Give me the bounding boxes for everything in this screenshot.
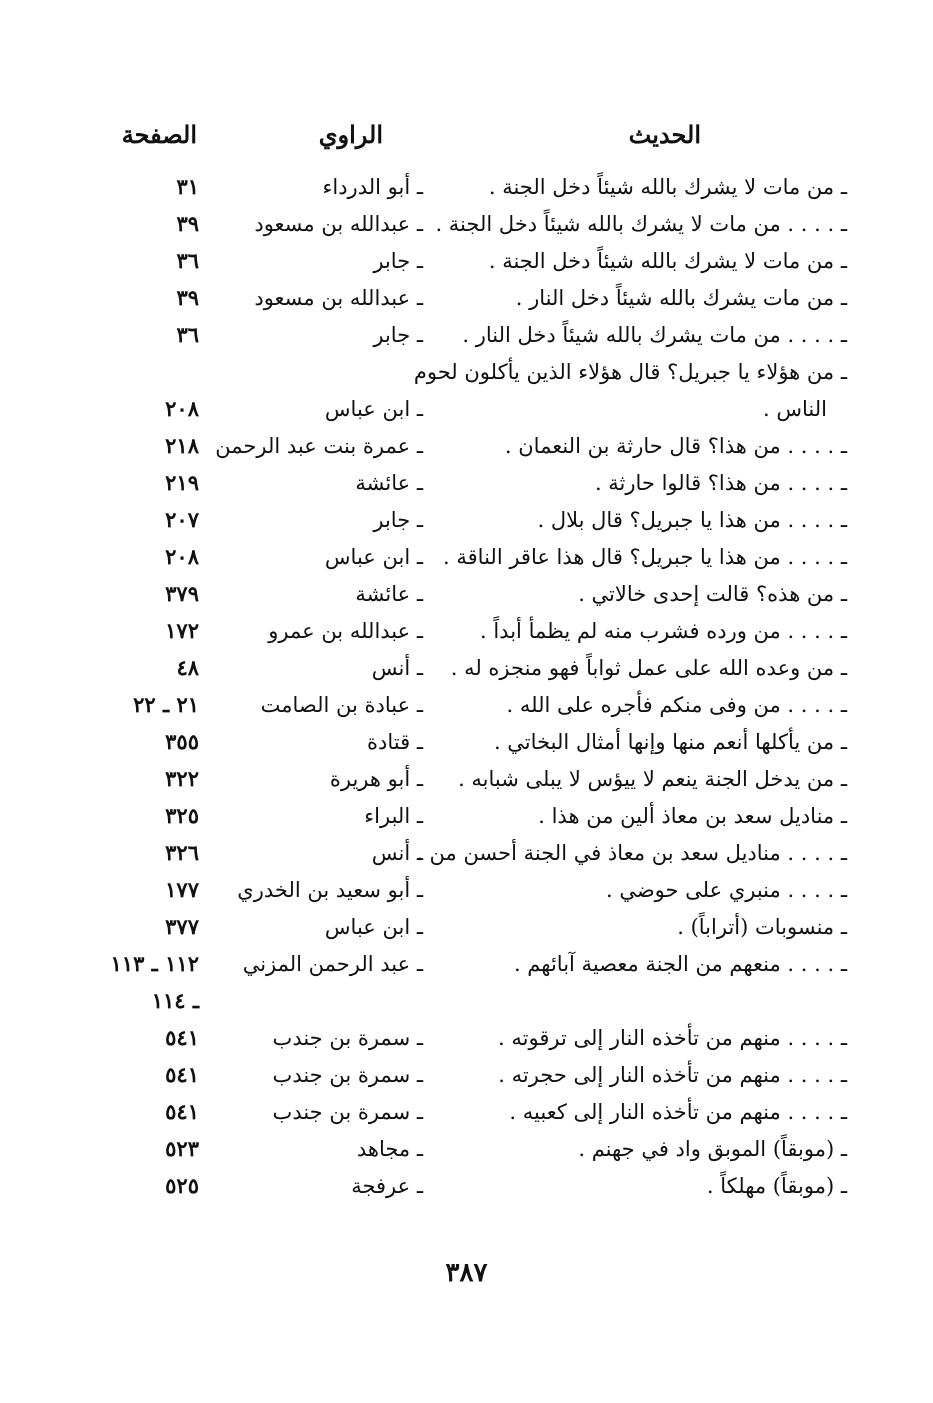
rawi-name: ـ أبو سعيد بن الخدري bbox=[237, 878, 423, 902]
table-row bbox=[0, 912, 933, 949]
hadith-text: ـ من يأكلها أنعم منها وإنها أمثال البخاتي . bbox=[493, 730, 847, 754]
hadith-text: ـ (موبقاً) الموبق واد في جهنم . bbox=[578, 1137, 847, 1161]
table-row bbox=[0, 283, 933, 320]
page-ref: ٣١ bbox=[176, 174, 199, 199]
rawi-name: ـ سمرة بن جندب bbox=[272, 1063, 423, 1087]
page-ref: ٢٠٧ bbox=[165, 507, 199, 532]
hadith-text: ـ . . . . منهم من تأخذه النار إلى ترقوته . bbox=[498, 1026, 847, 1050]
rawi-name: ـ عبدالله بن مسعود bbox=[254, 286, 423, 310]
table-row bbox=[0, 209, 933, 246]
hadith-text: ـ . . . . منهم من تأخذه النار إلى كعبيه . bbox=[509, 1100, 847, 1124]
rawi-name: ـ عمرة بنت عبد الرحمن bbox=[215, 434, 423, 458]
page-ref: ٣٦ bbox=[176, 322, 199, 347]
hadith-text: ـ من مات لا يشرك بالله شيئاً دخل الجنة . bbox=[488, 175, 847, 199]
page-ref: ٢٠٨ bbox=[165, 396, 199, 421]
table-row bbox=[0, 468, 933, 505]
rawi-name: ـ سمرة بن جندب bbox=[272, 1026, 423, 1050]
hadith-text: ـ . . . . مناديل سعد بن معاذ في الجنة أحسن من . bbox=[416, 841, 847, 865]
rawi-name: ـ عبادة بن الصامت bbox=[260, 693, 423, 717]
table-row bbox=[0, 1097, 933, 1134]
rawi-name: ـ ابن عباس bbox=[324, 915, 423, 939]
rawi-name: ـ عبد الرحمن المزني bbox=[242, 952, 423, 976]
page-ref: ٢١ ـ ٢٢ bbox=[133, 692, 199, 717]
page-ref: ٥٤١ bbox=[165, 1099, 199, 1124]
page-ref: ٣٢٦ bbox=[165, 840, 199, 865]
column-header-page: الصفحة bbox=[121, 120, 197, 149]
table-row bbox=[0, 838, 933, 875]
page-ref: ١٧٢ bbox=[165, 618, 199, 643]
rawi-name: ـ عائشة bbox=[355, 471, 423, 495]
page-ref: ٣٦ bbox=[176, 248, 199, 273]
rawi-name: ـ عبدالله بن مسعود bbox=[254, 212, 423, 236]
page-ref: ٥٤١ bbox=[165, 1025, 199, 1050]
table-row bbox=[0, 801, 933, 838]
table-row bbox=[0, 542, 933, 579]
rawi-name: ـ أبو هريرة bbox=[329, 767, 423, 791]
rawi-name: ـ أنس bbox=[371, 656, 423, 680]
table-row bbox=[0, 394, 933, 431]
page-ref: ٣٧٩ bbox=[165, 581, 199, 606]
rawi-name: ـ عائشة bbox=[355, 582, 423, 606]
page-ref: ٣٢٥ bbox=[165, 803, 199, 828]
hadith-index-table bbox=[0, 172, 933, 1208]
table-row bbox=[0, 875, 933, 912]
rawi-name: ـ قتادة bbox=[367, 730, 423, 754]
hadith-text: الناس . bbox=[763, 397, 827, 421]
hadith-text: ـ . . . . من هذا؟ قال حارثة بن النعمان . bbox=[504, 434, 847, 458]
rawi-name: ـ ابن عباس bbox=[324, 545, 423, 569]
hadith-text: ـ . . . . من مات لا يشرك بالله شيئاً دخل الجنة . bbox=[435, 212, 847, 236]
table-row bbox=[0, 727, 933, 764]
rawi-name: ـ مجاهد bbox=[356, 1137, 423, 1161]
hadith-text: ـ . . . . من هذا؟ قالوا حارثة . bbox=[594, 471, 847, 495]
rawi-name: ـ جابر bbox=[373, 323, 423, 347]
page-number: ٣٨٧ bbox=[445, 1258, 488, 1288]
hadith-text: ـ . . . . من هذا يا جبريل؟ قال هذا عاقر الناقة . bbox=[443, 545, 847, 569]
rawi-name: ـ البراء bbox=[364, 804, 423, 828]
table-row bbox=[0, 357, 933, 394]
rawi-name: ـ ابن عباس bbox=[324, 397, 423, 421]
page-ref: ٥٢٣ bbox=[165, 1136, 199, 1161]
hadith-text: ـ من مات يشرك بالله شيئاً دخل النار . bbox=[515, 286, 847, 310]
rawi-name: ـ عبدالله بن عمرو bbox=[268, 619, 423, 643]
page-ref: ٢٠٨ bbox=[165, 544, 199, 569]
hadith-text: ـ من يدخل الجنة ينعم لا ييؤس لا يبلى شبابه . bbox=[458, 767, 847, 791]
rawi-name: ـ جابر bbox=[373, 249, 423, 273]
hadith-text: ـ من مات لا يشرك بالله شيئاً دخل الجنة . bbox=[488, 249, 847, 273]
rawi-name: ـ عرفجة bbox=[351, 1174, 423, 1198]
page-ref: ٥٢٥ bbox=[165, 1173, 199, 1198]
column-header-rawi: الراوي bbox=[318, 120, 383, 149]
table-row bbox=[0, 616, 933, 653]
table-row bbox=[0, 431, 933, 468]
page-ref: ٤٨ bbox=[176, 655, 199, 680]
rawi-name: ـ أنس bbox=[371, 841, 423, 865]
page-ref: ـ ١١٤ bbox=[151, 988, 199, 1013]
table-row bbox=[0, 246, 933, 283]
table-row bbox=[0, 1171, 933, 1208]
table-row bbox=[0, 172, 933, 209]
hadith-text: ـ . . . . منبري على حوضي . bbox=[605, 878, 847, 902]
page-ref: ٣٥٥ bbox=[165, 729, 199, 754]
page-ref: ٣٢٢ bbox=[165, 766, 199, 791]
table-row bbox=[0, 653, 933, 690]
table-row bbox=[0, 1023, 933, 1060]
table-row bbox=[0, 764, 933, 801]
hadith-text: ـ (موبقاً) مهلكاً . bbox=[706, 1174, 847, 1198]
hadith-text: ـ من هؤلاء يا جبريل؟ قال هؤلاء الذين يأكلون لحوم bbox=[413, 360, 847, 384]
hadith-text: ـ من وعده الله على عمل ثواباً فهو منجزه له . bbox=[450, 656, 847, 680]
page-ref: ٣٩ bbox=[176, 211, 199, 236]
hadith-text: ـ . . . . من مات يشرك بالله شيئاً دخل النار . bbox=[462, 323, 847, 347]
page-ref: ٢١٩ bbox=[165, 470, 199, 495]
table-row bbox=[0, 1060, 933, 1097]
table-row bbox=[0, 690, 933, 727]
rawi-name: ـ سمرة بن جندب bbox=[272, 1100, 423, 1124]
hadith-text: ـ من هذه؟ قالت إحدى خالاتي . bbox=[578, 582, 847, 606]
hadith-text: ـ . . . . منهم من تأخذه النار إلى حجرته . bbox=[498, 1063, 847, 1087]
table-row bbox=[0, 986, 933, 1023]
page-ref: ٣٩ bbox=[176, 285, 199, 310]
table-row bbox=[0, 320, 933, 357]
hadith-text: ـ . . . . منعهم من الجنة معصية آبائهم . bbox=[513, 952, 847, 976]
rawi-name: ـ أبو الدرداء bbox=[322, 175, 423, 199]
hadith-text: ـ . . . . من ورده فشرب منه لم يظمأ أبداً . bbox=[480, 619, 847, 643]
page-ref: ١٧٧ bbox=[165, 877, 199, 902]
page-ref: ٣٧٧ bbox=[165, 914, 199, 939]
hadith-text: ـ . . . . من هذا يا جبريل؟ قال بلال . bbox=[537, 508, 847, 532]
table-row bbox=[0, 505, 933, 542]
page-ref: ٢١٨ bbox=[165, 433, 199, 458]
hadith-text: ـ منسوبات (أتراباً) . bbox=[677, 915, 847, 939]
page-ref: ٥٤١ bbox=[165, 1062, 199, 1087]
page-ref: ١١٢ ـ ١١٣ bbox=[110, 951, 199, 976]
table-row bbox=[0, 949, 933, 986]
hadith-text: ـ مناديل سعد بن معاذ ألين من هذا . bbox=[538, 804, 847, 828]
hadith-text: ـ . . . . من وفى منكم فأجره على الله . bbox=[506, 693, 847, 717]
table-row bbox=[0, 579, 933, 616]
table-row bbox=[0, 1134, 933, 1171]
rawi-name: ـ جابر bbox=[373, 508, 423, 532]
column-header-hadith: الحديث bbox=[628, 120, 701, 149]
